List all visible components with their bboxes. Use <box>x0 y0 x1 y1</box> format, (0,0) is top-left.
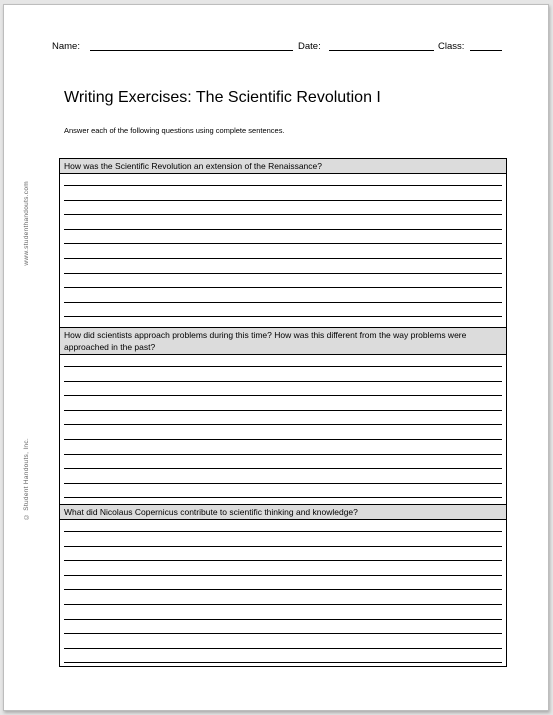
answer-line[interactable] <box>64 531 502 532</box>
answer-line[interactable] <box>64 316 502 317</box>
answer-line[interactable] <box>64 497 502 498</box>
class-blank <box>470 50 502 51</box>
answer-line[interactable] <box>64 214 502 215</box>
name-blank <box>90 50 293 51</box>
answer-line[interactable] <box>64 273 502 274</box>
answer-line[interactable] <box>64 287 502 288</box>
answer-lines-2[interactable] <box>60 355 506 504</box>
answer-line[interactable] <box>64 381 502 382</box>
answer-line[interactable] <box>64 648 502 649</box>
answer-line[interactable] <box>64 439 502 440</box>
answer-line[interactable] <box>64 468 502 469</box>
answer-line[interactable] <box>64 454 502 455</box>
question-block-3 <box>59 504 507 667</box>
instructions-text: Answer each of the following questions using complete sentences. <box>64 126 285 135</box>
answer-line[interactable] <box>64 200 502 201</box>
answer-line[interactable] <box>64 410 502 411</box>
answer-line[interactable] <box>64 229 502 230</box>
answer-line[interactable] <box>64 366 502 367</box>
answer-lines-3[interactable] <box>60 520 506 666</box>
page-title: Writing Exercises: The Scientific Revolution I <box>64 89 381 106</box>
answer-line[interactable] <box>64 243 502 244</box>
answer-line[interactable] <box>64 604 502 605</box>
answer-line[interactable] <box>64 424 502 425</box>
answer-line[interactable] <box>64 575 502 576</box>
answer-line[interactable] <box>64 258 502 259</box>
answer-line[interactable] <box>64 589 502 590</box>
answer-line[interactable] <box>64 546 502 547</box>
student-info-row <box>52 39 502 55</box>
date-blank <box>329 50 434 51</box>
answer-line[interactable] <box>64 633 502 634</box>
worksheet-page <box>3 4 549 711</box>
date-label: Date: <box>298 41 321 52</box>
website-watermark: www.studenthandouts.com <box>23 181 30 266</box>
question-block-2 <box>59 327 507 504</box>
answer-lines-1[interactable] <box>60 174 506 327</box>
answer-line[interactable] <box>64 662 502 663</box>
answer-line[interactable] <box>64 619 502 620</box>
answer-line[interactable] <box>64 302 502 303</box>
question-block-1 <box>59 158 507 327</box>
answer-line[interactable] <box>64 185 502 186</box>
answer-line[interactable] <box>64 483 502 484</box>
class-label: Class: <box>438 41 465 52</box>
answer-line[interactable] <box>64 395 502 396</box>
name-label: Name: <box>52 41 80 52</box>
answer-line[interactable] <box>64 560 502 561</box>
question-3-text: What did Nicolaus Copernicus contribute to scientific thinking and knowledge? <box>60 505 506 520</box>
question-2-text: How did scientists approach problems during this time? How was this different from the way problems were approached in the past? <box>60 328 506 355</box>
question-1-text: How was the Scientific Revolution an extension of the Renaissance? <box>60 159 506 174</box>
copyright-watermark: © Student Handouts, Inc. <box>23 438 30 521</box>
